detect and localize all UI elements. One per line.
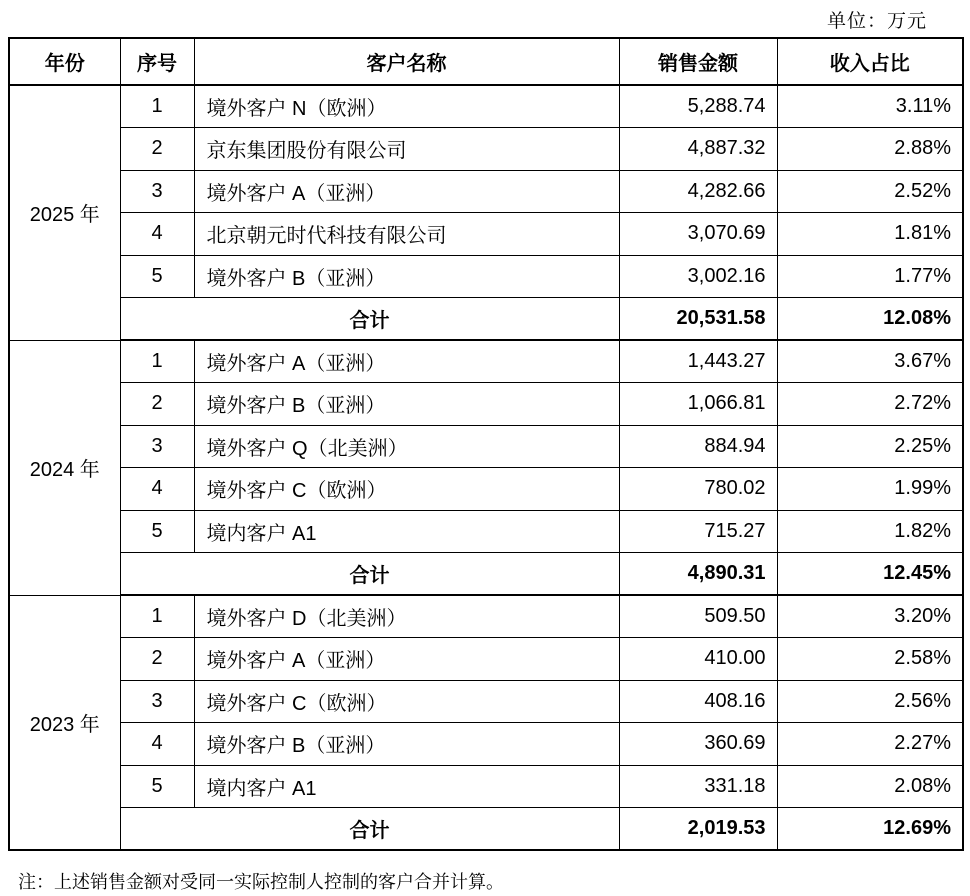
header-revenue-ratio: 收入占比 <box>777 38 963 85</box>
ratio-cell: 2.52% <box>777 170 963 213</box>
index-cell: 4 <box>120 468 194 511</box>
total-label: 合计 <box>120 298 619 341</box>
table-row <box>9 680 963 723</box>
customer-name-cell: 境外客户 D（北美洲） <box>194 595 619 638</box>
index-cell: 5 <box>120 255 194 298</box>
total-amount: 4,890.31 <box>619 553 777 596</box>
total-amount: 2,019.53 <box>619 808 777 851</box>
total-ratio: 12.45% <box>777 553 963 596</box>
table-row <box>9 128 963 171</box>
amount-cell: 780.02 <box>619 468 777 511</box>
total-ratio: 12.08% <box>777 298 963 341</box>
customer-name-cell: 境外客户 A（亚洲） <box>194 340 619 383</box>
total-row <box>9 808 963 851</box>
customer-name-cell: 北京朝元时代科技有限公司 <box>194 213 619 256</box>
index-cell: 3 <box>120 680 194 723</box>
amount-cell: 360.69 <box>619 723 777 766</box>
table-row <box>9 255 963 298</box>
ratio-cell: 1.82% <box>777 510 963 553</box>
total-row <box>9 298 963 341</box>
amount-cell: 715.27 <box>619 510 777 553</box>
amount-cell: 3,070.69 <box>619 213 777 256</box>
amount-cell: 509.50 <box>619 595 777 638</box>
amount-cell: 1,066.81 <box>619 383 777 426</box>
table-row <box>9 340 963 383</box>
table-body <box>9 85 963 850</box>
ratio-cell: 3.67% <box>777 340 963 383</box>
table-row <box>9 723 963 766</box>
table-row <box>9 765 963 808</box>
total-label: 合计 <box>120 808 619 851</box>
customer-name-cell: 境外客户 A（亚洲） <box>194 170 619 213</box>
year-cell: 2024 年 <box>9 340 120 595</box>
table-row <box>9 595 963 638</box>
customer-name-cell: 京东集团股份有限公司 <box>194 128 619 171</box>
index-cell: 2 <box>120 638 194 681</box>
amount-cell: 3,002.16 <box>619 255 777 298</box>
index-cell: 3 <box>120 170 194 213</box>
index-cell: 2 <box>120 128 194 171</box>
customer-name-cell: 境外客户 B（亚洲） <box>194 255 619 298</box>
table-row <box>9 85 963 128</box>
customer-name-cell: 境外客户 Q（北美洲） <box>194 425 619 468</box>
ratio-cell: 3.11% <box>777 85 963 128</box>
amount-cell: 4,282.66 <box>619 170 777 213</box>
index-cell: 1 <box>120 340 194 383</box>
index-cell: 2 <box>120 383 194 426</box>
ratio-cell: 2.88% <box>777 128 963 171</box>
table-row <box>9 425 963 468</box>
index-cell: 4 <box>120 213 194 256</box>
amount-cell: 1,443.27 <box>619 340 777 383</box>
amount-cell: 5,288.74 <box>619 85 777 128</box>
header-year: 年份 <box>9 38 120 85</box>
total-row <box>9 553 963 596</box>
index-cell: 5 <box>120 765 194 808</box>
header-customer-name: 客户名称 <box>194 38 619 85</box>
customer-name-cell: 境外客户 B（亚洲） <box>194 383 619 426</box>
amount-cell: 4,887.32 <box>619 128 777 171</box>
ratio-cell: 2.56% <box>777 680 963 723</box>
table-row <box>9 468 963 511</box>
footnote: 注：上述销售金额对受同一实际控制人控制的客户合并计算。 <box>18 872 504 893</box>
customer-name-cell: 境外客户 N（欧洲） <box>194 85 619 128</box>
customer-name-cell: 境内客户 A1 <box>194 510 619 553</box>
customer-name-cell: 境外客户 C（欧洲） <box>194 680 619 723</box>
amount-cell: 408.16 <box>619 680 777 723</box>
unit-label: 单位：万元 <box>826 10 927 32</box>
amount-cell: 884.94 <box>619 425 777 468</box>
total-label: 合计 <box>120 553 619 596</box>
ratio-cell: 2.58% <box>777 638 963 681</box>
header-sales-amount: 销售金额 <box>619 38 777 85</box>
customer-name-cell: 境外客户 C（欧洲） <box>194 468 619 511</box>
amount-cell: 331.18 <box>619 765 777 808</box>
table-row <box>9 170 963 213</box>
table-row <box>9 383 963 426</box>
ratio-cell: 1.81% <box>777 213 963 256</box>
total-amount: 20,531.58 <box>619 298 777 341</box>
customer-name-cell: 境外客户 B（亚洲） <box>194 723 619 766</box>
index-cell: 5 <box>120 510 194 553</box>
ratio-cell: 2.27% <box>777 723 963 766</box>
table-row <box>9 213 963 256</box>
ratio-cell: 2.72% <box>777 383 963 426</box>
header-index: 序号 <box>120 38 194 85</box>
year-cell: 2023 年 <box>9 595 120 850</box>
year-cell: 2025 年 <box>9 85 120 340</box>
ratio-cell: 2.25% <box>777 425 963 468</box>
table-header-row <box>9 38 963 85</box>
ratio-cell: 1.77% <box>777 255 963 298</box>
index-cell: 3 <box>120 425 194 468</box>
ratio-cell: 3.20% <box>777 595 963 638</box>
customer-name-cell: 境外客户 A（亚洲） <box>194 638 619 681</box>
index-cell: 4 <box>120 723 194 766</box>
ratio-cell: 2.08% <box>777 765 963 808</box>
amount-cell: 410.00 <box>619 638 777 681</box>
top-customers-table <box>8 37 964 851</box>
total-ratio: 12.69% <box>777 808 963 851</box>
table-row <box>9 638 963 681</box>
index-cell: 1 <box>120 85 194 128</box>
ratio-cell: 1.99% <box>777 468 963 511</box>
customer-name-cell: 境内客户 A1 <box>194 765 619 808</box>
table-row <box>9 510 963 553</box>
index-cell: 1 <box>120 595 194 638</box>
